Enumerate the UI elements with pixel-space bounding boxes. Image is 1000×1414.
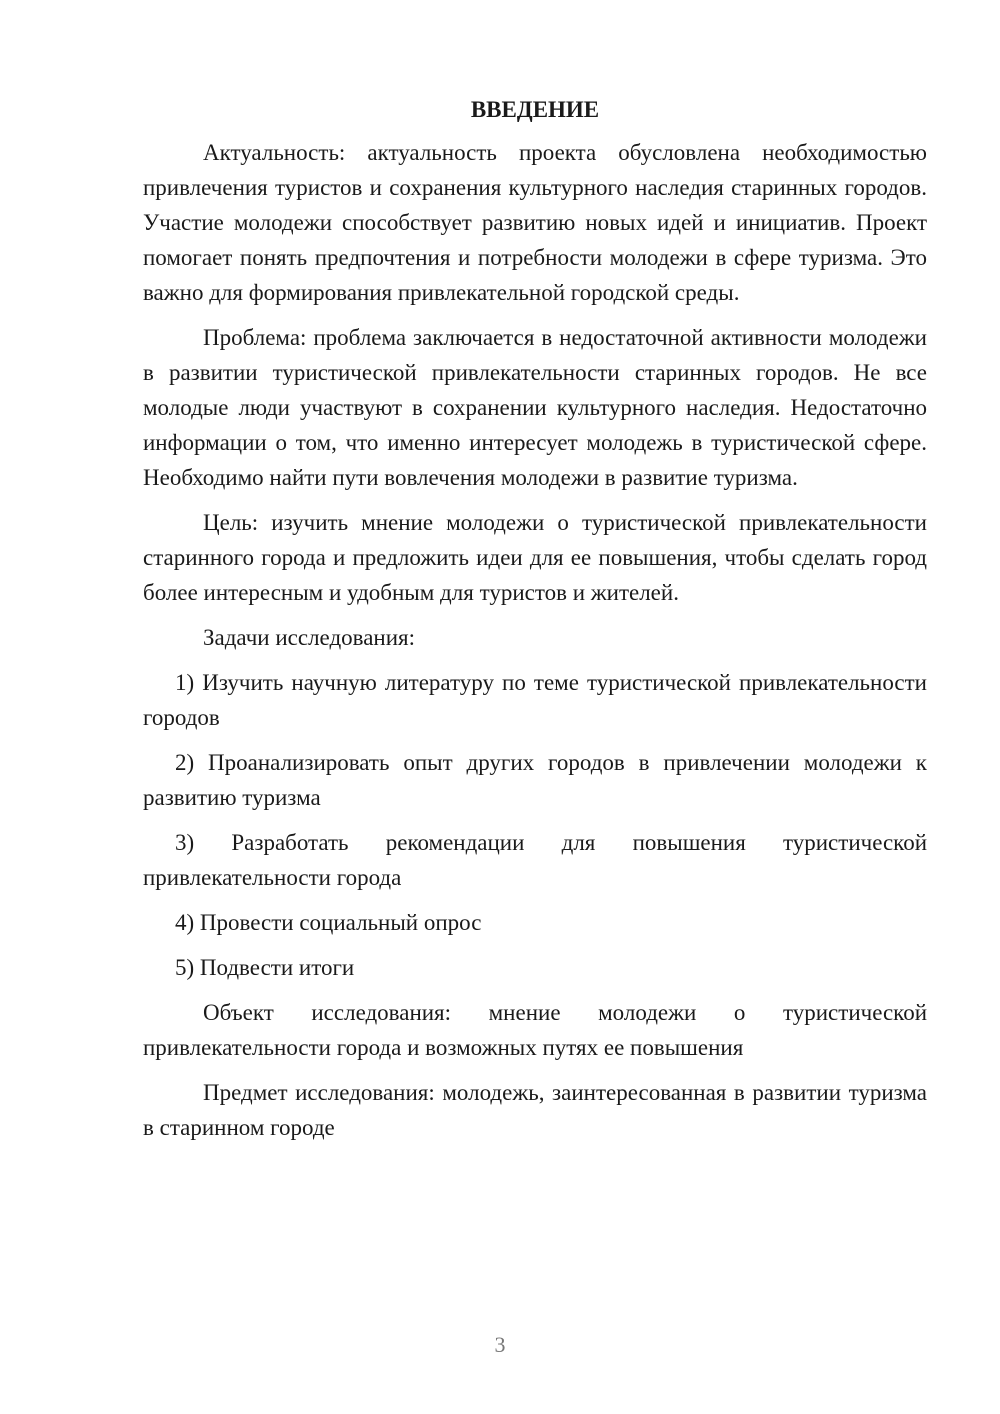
- task-item-5: 5) Подвести итоги: [175, 955, 355, 980]
- page-number: 3: [494, 1332, 506, 1357]
- paragraph-goal: Цель: изучить мнение молодежи о туристической привлекательности старинного города и предложить идеи для ее повышения, чтобы сделать город более интересным и удобным для туристов и жителей.: [143, 510, 927, 605]
- paragraph-problem: Проблема: проблема заключается в недостаточной активности молодежи в развитии туристической привлекательности старинных городов. Не все молодые люди участвуют в сохранении культурного наследия. Недостаточно информации о том, что именно интересует молодежь в туристической сфере. Необходимо найти пути вовлечения молодежи в развитие туризма.: [143, 325, 927, 490]
- document-page: [143, 92, 927, 1155]
- tasks-heading: Задачи исследования:: [203, 625, 416, 650]
- task-item-4: 4) Провести социальный опрос: [175, 910, 482, 935]
- task-item-3: 3) Разработать рекомендации для повышения туристической привлекательности города: [143, 830, 927, 890]
- paragraph-object: Объект исследования: мнение молодежи о туристической привлекательности города и возможных путях ее повышения: [143, 1000, 927, 1060]
- task-item-2: 2) Проанализировать опыт других городов в привлечении молодежи к развитию туризма: [143, 750, 927, 810]
- paragraph-subject: Предмет исследования: молодежь, заинтересованная в развитии туризма в старинном городе: [143, 1080, 927, 1140]
- task-item-1: 1) Изучить научную литературу по теме туристической привлекательности городов: [143, 670, 927, 730]
- section-title: ВВЕДЕНИЕ: [470, 97, 600, 122]
- paragraph-relevance: Актуальность: актуальность проекта обусловлена необходимостью привлечения туристов и сохранения культурного наследия старинных городов. Участие молодежи способствует развитию новых идей и инициатив. Проект помогает понять предпочтения и потребности молодежи в сфере туризма. Это важно для формирования привлекательной городской среды.: [143, 140, 927, 305]
